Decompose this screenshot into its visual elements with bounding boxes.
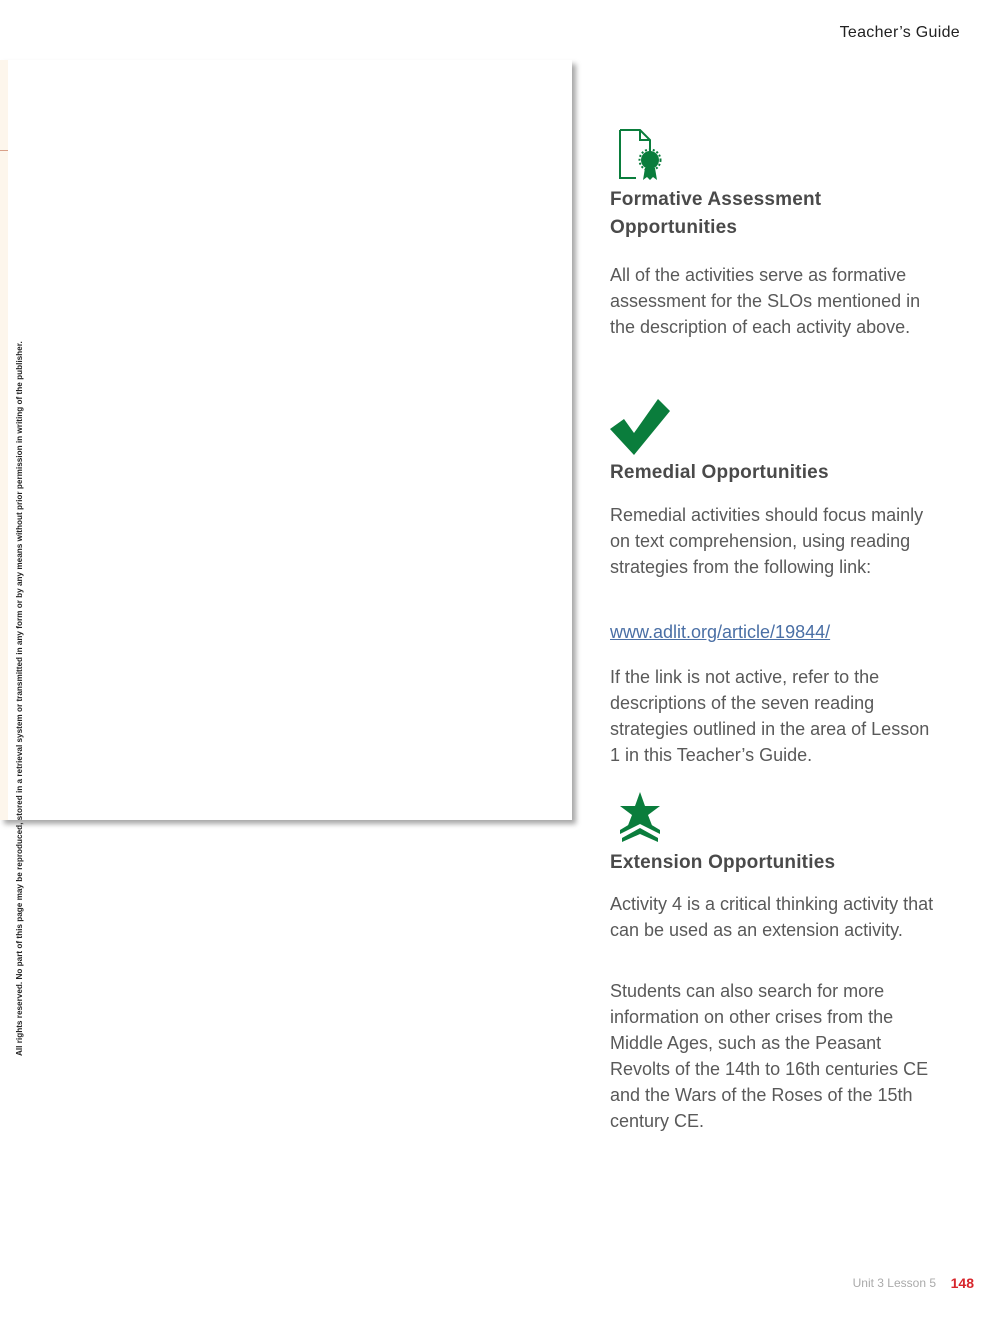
panel-edge-strip — [0, 60, 8, 820]
panel-edge-tick — [0, 150, 8, 151]
extension-title: Extension Opportunities — [610, 852, 836, 873]
remedial-title: Remedial Opportunities — [610, 462, 829, 483]
certificate-document-icon — [610, 128, 662, 187]
content-panel — [0, 60, 572, 820]
remedial-link[interactable]: www.adlit.org/article/19844/ — [610, 622, 831, 642]
checkmark-icon — [610, 399, 672, 462]
formative-section — [610, 186, 940, 242]
extension-body-1: Activity 4 is a critical thinking activity that can be used as an extension activity. — [610, 894, 934, 940]
remedial-body: Remedial activities should focus mainly on text comprehension, using reading strategies from the following link: — [610, 505, 924, 577]
star-chevron-icon — [610, 790, 670, 851]
extension-body-2: Students can also search for more information on other crises from the Middle Ages, such as the Peasant Revolts of the 14th to 16th centuries CE and the Wars of the Roses of the 15th century CE. — [610, 981, 929, 1131]
header-title: Teacher’s Guide — [839, 24, 960, 41]
remedial-note: If the link is not active, refer to the descriptions of the seven reading strategies outlined in the area of Lesson 1 in this Teacher’s Guide. — [610, 667, 930, 765]
formative-body: All of the activities serve as formative assessment for the SLOs mentioned in the description of each activity above. — [610, 265, 921, 337]
page-number: 148 — [950, 1275, 974, 1291]
copyright-notice: All rights reserved. No part of this page may be reproduced, stored in a retrieval system or transmitted in any form or by any means without prior permission in writing of the publisher. — [15, 341, 24, 1056]
formative-title: Formative Assessment Opportunities — [610, 189, 822, 238]
footer-lesson: Unit 3 Lesson 5 — [852, 1276, 936, 1290]
